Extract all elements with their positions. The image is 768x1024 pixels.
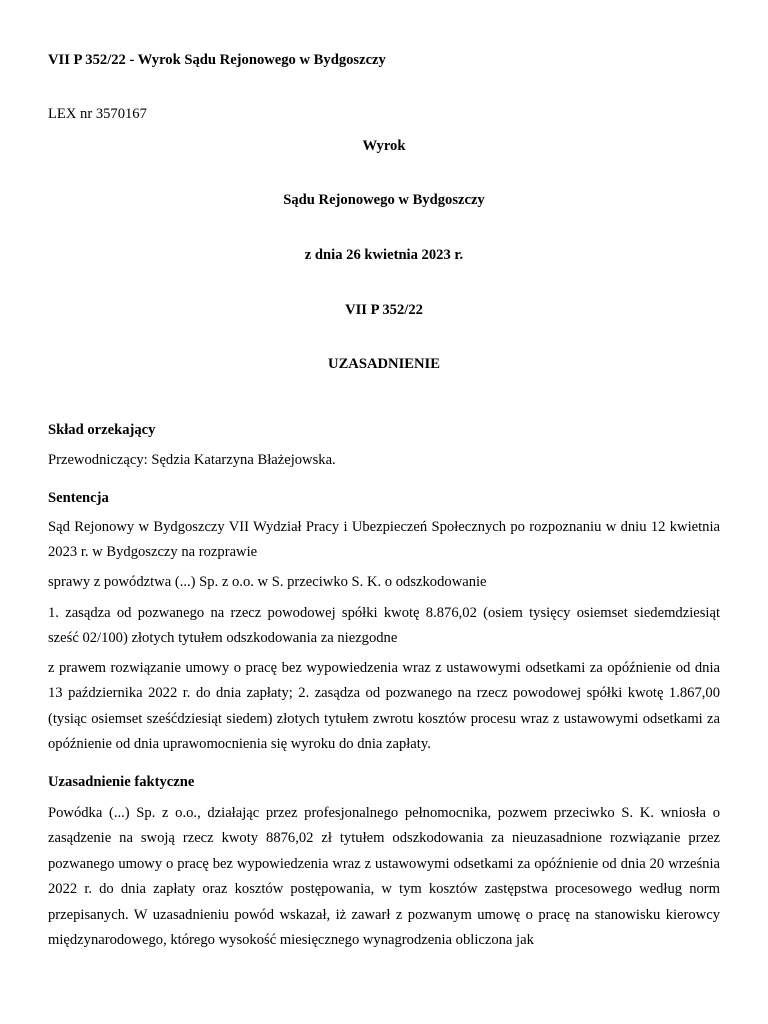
uzasadnienie-paragraph-1: Powódka (...) Sp. z o.o., działając przez profesjonalnego pełnomocnika, pozwem przeciwko S. K. wniosła o zasądzenie na swoją rzecz kwoty 8876,02 zł tytułem odszkodowania za nieuzasadnione rozwiązanie przez pozwanego umowy o pracę bez wypowiedzenia wraz z ustawowymi odsetkami za opóźnienie od dnia 20 września 2022 r. do dnia zapłaty oraz kosztów postępowania, w tym kosztów zastępstwa procesowego według norm przepisanych. W uzasadnieniu powód wskazał, iż zawarł z pozwanym umowę o pracę na stanowisku kierowcy międzynarodowego, którego wysokość miesięcznego wynagrodzenia obliczona jak xyxy=(48,805,720,949)
heading-date: z dnia 26 kwietnia 2023 r. xyxy=(304,247,464,263)
section-sklad-title: Skład orzekający xyxy=(48,422,156,438)
sentencja-paragraph-3: 1. zasądza od pozwanego na rzecz powodowej spółki kwotę 8.876,02 (osiem tysięcy osiemset siedemdziesiąt sześć 02/100) złotych tytułem odszkodowania za niezgodne xyxy=(48,605,720,647)
sentencja-paragraph-1: Sąd Rejonowy w Bydgoszczy VII Wydział Pracy i Ubezpieczeń Społecznych po rozpoznaniu w dniu 12 kwietnia 2023 r. w Bydgoszczy na rozprawie xyxy=(48,519,720,561)
sentencja-paragraph-4: z prawem rozwiązanie umowy o pracę bez wypowiedzenia wraz z ustawowymi odsetkami za opóźnienie od dnia 13 października 2022 r. do dnia zapłaty; 2. zasądza od pozwanego na rzecz powodowej spółki kwotę 1.867,00 (tysiąc osiemset sześćdziesiąt siedem) złotych tytułem zwrotu kosztów procesu wraz z ustawowymi odsetkami za opóźnienie od dnia uprawomocnienia się wyroku do dnia zapłaty. xyxy=(48,660,720,753)
heading-case-number: VII P 352/22 xyxy=(345,302,423,318)
lex-number: LEX nr 3570167 xyxy=(48,106,147,122)
section-sentencja-title: Sentencja xyxy=(48,490,109,506)
sentencja-paragraph-2: sprawy z powództwa (...) Sp. z o.o. w S. przeciwko S. K. o odszkodowanie xyxy=(48,574,487,590)
heading-court: Sądu Rejonowego w Bydgoszczy xyxy=(283,192,485,208)
heading-uzasadnienie: UZASADNIENIE xyxy=(328,356,440,372)
document-header-title: VII P 352/22 - Wyrok Sądu Rejonowego w Bydgoszczy xyxy=(48,52,386,68)
heading-wyrok: Wyrok xyxy=(362,138,406,154)
section-uzasadnienie-title: Uzasadnienie faktyczne xyxy=(48,774,195,790)
section-sklad-text: Przewodniczący: Sędzia Katarzyna Błażejowska. xyxy=(48,452,336,468)
